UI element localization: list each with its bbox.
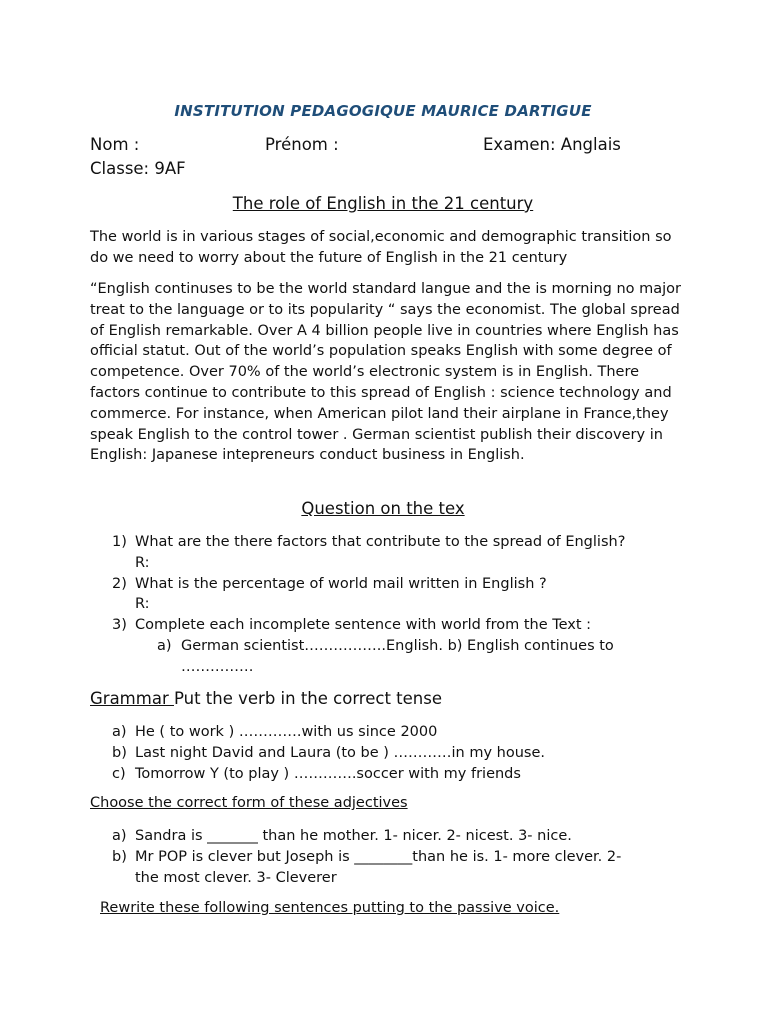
questions-list xyxy=(90,532,690,678)
intro-paragraph: The world is in various stages of social,economic and demographic transition so do we need to worry about the future of English in the 21 century xyxy=(90,229,672,266)
question-item: 1) What are the there factors that contribute to the spread of English? R: xyxy=(90,532,690,574)
adjectives-list xyxy=(90,826,690,888)
examen-label: Examen: Anglais xyxy=(483,135,621,154)
grammar-item: c) Tomorrow Y (to play ) ………….soccer with my friends xyxy=(112,765,521,782)
grammar-heading: Grammar Put the verb in the correct tense xyxy=(90,689,442,708)
answer-label: R: xyxy=(135,554,150,571)
grammar-item: b) Last night David and Laura (to be ) …………in my house. xyxy=(112,744,545,761)
document-title: The role of English in the 21 century xyxy=(232,194,534,213)
grammar-list xyxy=(90,722,690,784)
questions-title: Question on the tex xyxy=(301,499,465,518)
adjective-item: a) Sandra is _______ than he mother. 1- nicer. 2- nicest. 3- nice. xyxy=(112,828,572,844)
adjectives-heading: Choose the correct form of these adjectives xyxy=(90,795,408,811)
question-subitem: a) German scientist……………..English. b) English continues to …………… xyxy=(157,637,614,675)
institution-name: INSTITUTION PEDAGOGIQUE MAURICE DARTIGUE xyxy=(174,102,592,120)
body-paragraph: “English continuses to be the world standard langue and the is morning no major treat to the language or to its popularity “ says the economist. The global spread of English remarkable. Over A 4 billion people live in countries where English has official statut. Out of the world’s population speaks English with some degree of competence. Over 70% of the world’s electronic system is in English. There factors continue to contribute to this spread of English : science technology and commerce. For instance, when American pilot land their airplane in France,they speak English to the control tower . German scientist publish their discovery in English: Japanese intepreneurs conduct business in English. xyxy=(90,281,681,464)
nom-field-label: Nom : xyxy=(90,135,140,154)
grammar-item: a) He ( to work ) ………….with us since 2000 xyxy=(112,724,438,740)
passive-voice-heading: Rewrite these following sentences putting to the passive voice. xyxy=(100,900,560,916)
question-item: 2) What is the percentage of world mail written in English ? R: xyxy=(90,574,690,616)
question-item: 3) Complete each incomplete sentence with world from the Text : xyxy=(112,617,592,634)
adjective-item: b) Mr POP is clever but Joseph is ________than he is. 1- more clever. 2- the most clever. 3- Cleverer xyxy=(112,848,622,886)
answer-label: R: xyxy=(135,596,150,613)
prenom-field-label: Prénom : xyxy=(265,135,339,154)
classe-label: Classe: 9AF xyxy=(90,159,186,178)
